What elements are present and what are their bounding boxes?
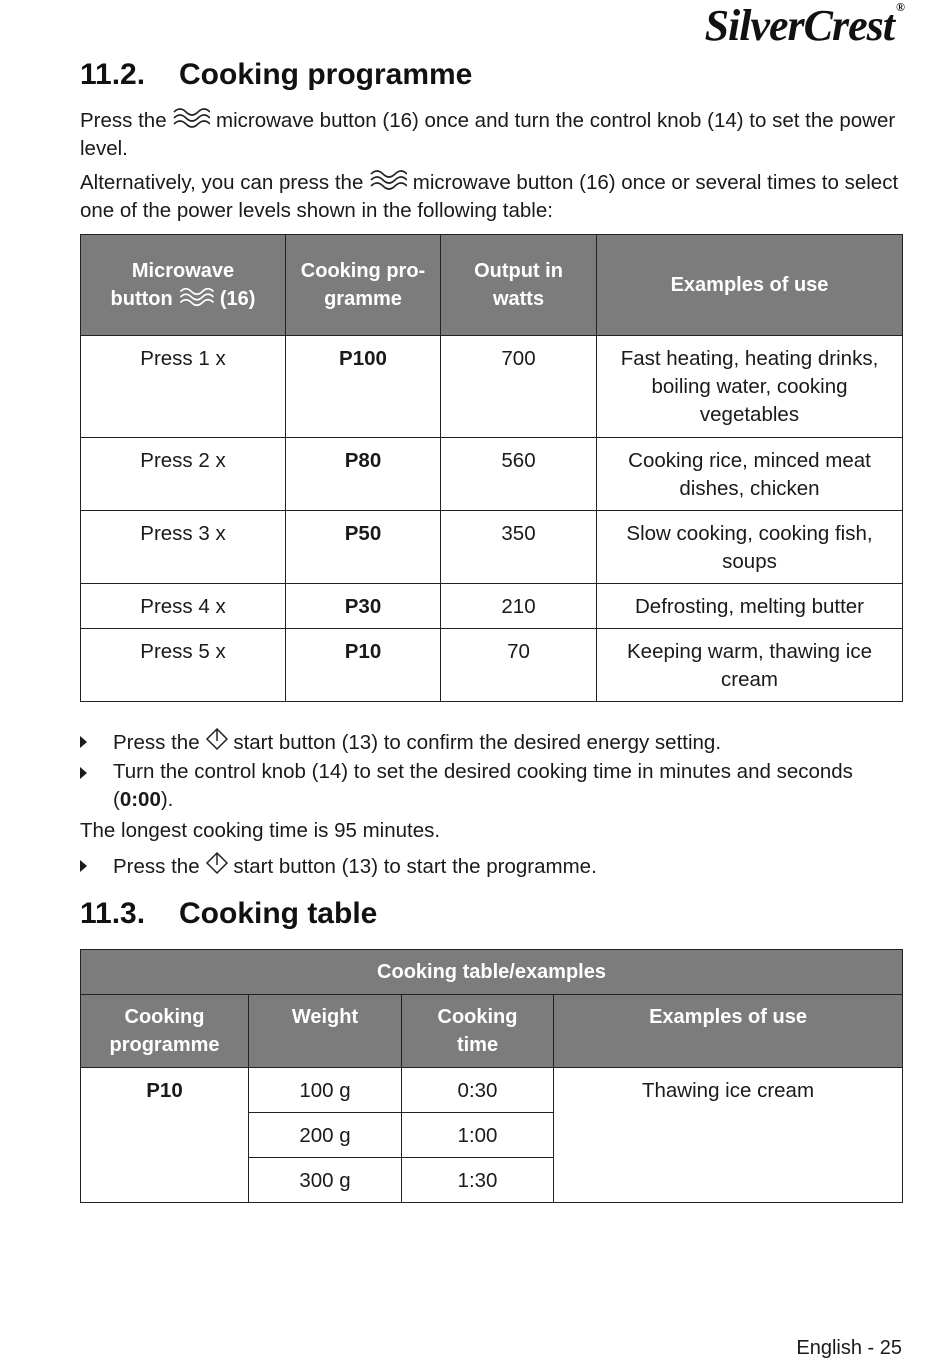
microwave-icon bbox=[178, 286, 214, 308]
table-caption-row bbox=[81, 950, 903, 995]
cell-time: 1:30 bbox=[402, 1158, 554, 1203]
section-number: 11.2. bbox=[80, 58, 146, 91]
intro-paragraph-1 bbox=[80, 106, 910, 163]
header-examples: Examples of use bbox=[597, 235, 903, 336]
cell-press: Press 4 x bbox=[81, 584, 286, 629]
cell-watts: 700 bbox=[441, 336, 597, 438]
cell-time: 1:00 bbox=[402, 1113, 554, 1158]
header-examples: Examples of use bbox=[554, 995, 903, 1068]
power-level-table bbox=[80, 234, 903, 702]
section-number: 11.3. bbox=[80, 897, 146, 930]
table-header-row bbox=[81, 235, 903, 336]
cell-examples: Cooking rice, minced meat dishes, chicken bbox=[597, 438, 903, 511]
cell-watts: 210 bbox=[441, 584, 597, 629]
step-start-programme bbox=[80, 851, 910, 881]
cell-programme: P80 bbox=[286, 438, 441, 511]
b2-time-value: 0:00 bbox=[119, 788, 161, 811]
cell-examples: Defrosting, melting butter bbox=[597, 584, 903, 629]
b1-after: start button (13) to confirm the desired energy setting. bbox=[233, 731, 722, 754]
cell-press: Press 1 x bbox=[81, 336, 286, 438]
cell-programme: P100 bbox=[286, 336, 441, 438]
table-caption: Cooking table/examples bbox=[81, 950, 903, 995]
header-col1-line1: Microwave bbox=[131, 260, 235, 282]
p2-after: microwave button (16) once or several times to select one of the power levels shown in the following table: bbox=[80, 171, 899, 222]
cell-time: 0:30 bbox=[402, 1068, 554, 1113]
start-icon bbox=[205, 851, 229, 877]
cell-watts: 350 bbox=[441, 511, 597, 584]
start-icon bbox=[205, 727, 229, 753]
section-title: Cooking table bbox=[179, 897, 378, 930]
microwave-icon bbox=[172, 106, 210, 130]
section-heading-cooking-programme bbox=[80, 58, 472, 92]
table-row bbox=[81, 438, 903, 511]
silvercrest-logo bbox=[705, 0, 904, 51]
cell-press: Press 2 x bbox=[81, 438, 286, 511]
header-cooking-programme: Cooking pro- gramme bbox=[286, 235, 441, 336]
brand-name: SilverCrest bbox=[704, 1, 895, 50]
table-header-row bbox=[81, 995, 903, 1068]
bullet-arrow-icon bbox=[80, 860, 87, 872]
intro-paragraph-2 bbox=[80, 168, 910, 225]
cell-weight: 100 g bbox=[249, 1068, 402, 1113]
header-microwave-button bbox=[81, 235, 286, 336]
header-col1-line2b: (16) bbox=[219, 288, 256, 310]
registered-mark: ® bbox=[896, 0, 904, 14]
header-output-watts: Output in watts bbox=[441, 235, 597, 336]
cooking-table bbox=[80, 949, 903, 1203]
step-confirm-energy bbox=[80, 727, 910, 757]
table-row bbox=[81, 511, 903, 584]
table-row bbox=[81, 629, 903, 702]
cell-programme: P10 bbox=[286, 629, 441, 702]
p1-after: microwave button (16) once and turn the control knob (14) to set the power level. bbox=[80, 109, 896, 160]
bullet-arrow-icon bbox=[80, 767, 87, 779]
cell-watts: 560 bbox=[441, 438, 597, 511]
section-heading-cooking-table bbox=[80, 897, 377, 931]
table-row bbox=[81, 584, 903, 629]
b2-end: ). bbox=[160, 788, 174, 811]
section-title: Cooking programme bbox=[179, 58, 473, 91]
p2-before: Alternatively, you can press the bbox=[80, 171, 364, 194]
b3-before: Press the bbox=[113, 855, 200, 878]
cell-examples: Keeping warm, thawing ice cream bbox=[597, 629, 903, 702]
cell-watts: 70 bbox=[441, 629, 597, 702]
b1-before: Press the bbox=[113, 731, 200, 754]
table-row bbox=[81, 336, 903, 438]
cell-programme: P10 bbox=[81, 1068, 249, 1203]
cell-weight: 300 g bbox=[249, 1158, 402, 1203]
cell-press: Press 5 x bbox=[81, 629, 286, 702]
longest-time-note: The longest cooking time is 95 minutes. bbox=[80, 819, 441, 842]
cell-press: Press 3 x bbox=[81, 511, 286, 584]
p1-before: Press the bbox=[80, 109, 167, 132]
header-cooking-time: Cooking time bbox=[402, 995, 554, 1068]
cell-examples: Fast heating, heating drinks, boiling water, cooking vegetables bbox=[597, 336, 903, 438]
cell-examples: Slow cooking, cooking fish, soups bbox=[597, 511, 903, 584]
header-weight: Weight bbox=[249, 995, 402, 1068]
cell-programme: P50 bbox=[286, 511, 441, 584]
b3-after: start button (13) to start the programme. bbox=[233, 855, 597, 878]
header-cooking-programme: Cooking programme bbox=[81, 995, 249, 1068]
cell-examples: Thawing ice cream bbox=[554, 1068, 903, 1203]
step-set-time bbox=[80, 758, 910, 814]
cell-weight: 200 g bbox=[249, 1113, 402, 1158]
cell-programme: P30 bbox=[286, 584, 441, 629]
table-row bbox=[81, 1068, 903, 1113]
bullet-arrow-icon bbox=[80, 736, 87, 748]
microwave-icon bbox=[369, 168, 407, 192]
page-footer: English - 25 bbox=[796, 1337, 902, 1359]
b2-text: Turn the control knob (14) to set the desired cooking time in minutes and seconds ( bbox=[113, 760, 853, 811]
header-col1-line2a: button bbox=[110, 288, 173, 310]
